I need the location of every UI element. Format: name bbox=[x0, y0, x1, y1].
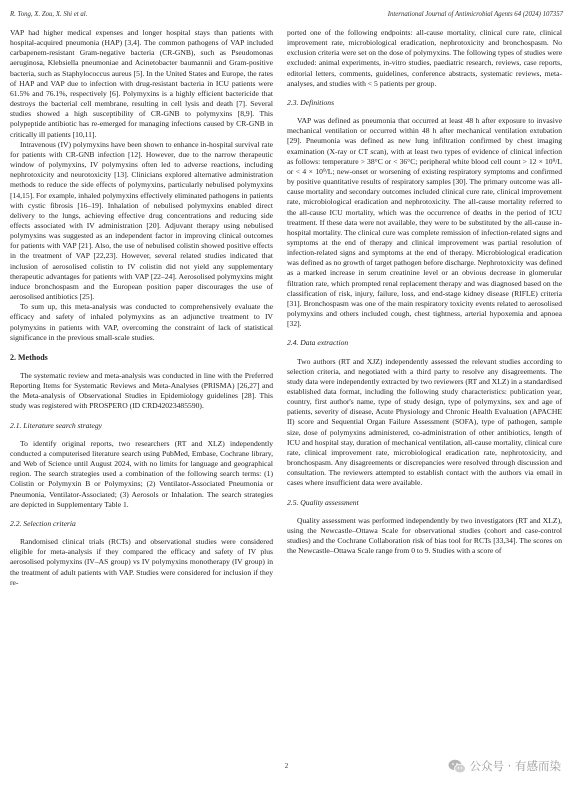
selection-criteria-heading: 2.2. Selection criteria bbox=[10, 518, 76, 528]
header-journal: International Journal of Antimicrobial Agents 64 (2024) 107357 bbox=[387, 11, 563, 18]
definitions-heading: 2.3. Definitions bbox=[287, 97, 335, 107]
left-column bbox=[10, 28, 273, 588]
selection-criteria-continued: ported one of the following endpoints: all-cause mortality, clinical cure rate, clinical improvement rate, microbiological eradication, nephrotoxicity and bronchospasm. No exclusion criteria were set on the dose of polymyxins. The following types of studies were excluded: animal experiments, in-vitro studies, paediatric research, reviews, case reports, editorial letters, comments, guidelines, conference abstracts, systematic reviews, meta-analyses, and studies with < 5 patients per group. bbox=[287, 28, 562, 88]
search-strategy-paragraph: To identify original reports, two researchers (RT and XLZ) independently conducted a computerised literature search using PubMed, Embase, Cochrane library, and Web of Science until August 2024, with no limits for language and geographical region. The search strategies used a combination of the following search terms: (1) Colistin or Polymyxin B or Polymyxins; (2) Ventilator-Associated Pneumonia or Pneumonia, Ventilator-Associated; (3) Aerosols or Inhalation. The search strategies are depicted in Supplementary Table 1. bbox=[10, 438, 273, 509]
search-strategy-heading: 2.1. Literature search strategy bbox=[10, 420, 103, 430]
methods-paragraph: The systematic review and meta-analysis was conducted in line with the Preferred Reporting Items for Systematic Reviews and Meta-Analyses (PRISMA) [26,27] and the Meta-analysis of Observational Studies in Epidemiology guidelines [28]. This study was registered with PROSPERO (ID CRD42023485590). bbox=[10, 371, 273, 411]
header-authors: R. Tong, X. Zou, X. Shi et al. bbox=[10, 11, 88, 18]
selection-criteria-paragraph: Randomised clinical trials (RCTs) and observational studies were considered eligible for meta-analysis if they compared the efficacy and safety of IV plus aerosolised polymyxins (IV–AS group) vs IV polymyxins monotherapy (IV group) in the treatment of adult patients with VAP. Studies were considered for inclusion if they re- bbox=[10, 537, 273, 587]
running-header bbox=[10, 11, 563, 18]
intro-paragraph-1: VAP had higher medical expenses and longer hospital stays than patients with hospital-acquired pneumonia (HAP) [3,4]. The common pathogens of VAP included carbapenem-resistant Gram-negative bacteria (CR-GNB), such as Pseudomonas aeruginosa, Klebsiella pneumoniae and Acinetobacter baumannii and Gram-positive bacteria, such as Staphylococcus aureus [5]. In the United States and Europe, the rates of HAP and VAP due to infection with drug-resistant bacteria in ICU patients were 61.5% and 76.1%, respectively [6]. Polymyxins is a highly efficient bactericide that destroys the bacterial cell membrane, resulting in cell lysis and death [7]. Several studies showed a high susceptibility of CR-GNB to polymyxins [8,9]. This polypeptide antibiotic has re-emerged for managing infections caused by CR-GNB in critically ill patients [10,11]. bbox=[10, 28, 273, 139]
data-extraction-heading: 2.4. Data extraction bbox=[287, 338, 349, 348]
watermark bbox=[448, 758, 561, 774]
intro-paragraph-3: To sum up, this meta-analysis was conducted to comprehensively evaluate the efficacy and safety of inhaled polymyxins as an adjunctive treatment to IV polymyxins in patients with VAP, overcoming the constraint of lack of statistical significance in the previous small-scale studies. bbox=[10, 302, 273, 342]
definitions-paragraph: VAP was defined as pneumonia that occurred at least 48 h after exposure to invasive mechanical ventilation or occurred within 48 h after mechanical ventilation extubation [29]. Pneumonia was defined as new lung infiltration confirmed by chest imaging examination (X-ray or CT scan), with at least two types of evidence of clinical infection as follows: temperature > 38°C or < 36°C; peripheral white blood cell count > 12 × 10⁹/L or < 4 × 10⁹/L; new-onset or worsening of existing respiratory symptoms and confirmed by positive quantitative results of respiratory samples [30]. The primary outcome was all-cause mortality and secondary outcomes included clinical cure rate, clinical improvement rate, microbiological eradication and nephrotoxicity. The all-cause mortality referred to the all-cause ICU mortality, which was the occurrence of deaths in the period of ICU treatment. If these data were not available, they were to be substituted by the all-cause in-hospital mortality. The clinical cure was complete remission of infection-related signs and symptoms at the end of therapy and clinical improvement was partial resolution of infection-related signs and symptoms at the end of therapy. Microbiological eradication was defined as no growth of target pathogen before discharge. Nephrotoxicity was defined as a marked increase in serum creatinine level or an obvious decrease in glomerular filtration rate, which prompted renal replacement therapy and was diagnosed based on the classification of risk, injury, failure, loss, and end-stage kidney disease (RIFLE) criteria [31]. Bronchospasm was one of the main respiratory toxicity events related to aerosolised polymyxins and others included cough, chest tightness, arterial hypoxemia and apnoea [32]. bbox=[287, 116, 562, 329]
watermark-text: 公众号 · 有感而染 bbox=[469, 759, 561, 773]
intro-paragraph-2: Intravenous (IV) polymyxins have been shown to enhance in-hospital survival rate for patients with CR-GNB infection [12]. However, due to the narrow therapeutic window of polymyxins, IV polymyxins often led to adverse reactions, including nephrotoxicity and neurotoxicity [13]. Clinicians explored alternative administration methods to reduce the side effects of polymyxins, particularly nebulised polymyxins [14,15]. For example, inhaled polymyxins effectively eliminated pathogens in patients with cystic fibrosis [16–19]. Inhalation of nebulised polymyxins enabled direct delivery to the lungs, achieving effective drug concentrations and reducing side effects associated with IV administration [20]. Adjuvant therapy using nebulised polymyxins was suggested as an independent factor in improving clinical outcomes for patients with VAP [21]. Also, the use of nebulised colistin showed positive effects in the treatment of VAP [22,23]. However, several related studies indicated that inclusion of aerosolised colistin to IV colistin did not yield any supplementary therapeutic advantages for patients with VAP [22–24]. Aerosolised polymyxins might induce bronchospasm and the European position paper discourages the use of aerosolised antibiotics [25]. bbox=[10, 139, 273, 302]
right-column bbox=[287, 28, 562, 556]
page-number: 2 bbox=[284, 762, 289, 770]
wechat-icon bbox=[448, 759, 466, 774]
data-extraction-paragraph: Two authors (RT and XJZ) independently assessed the relevant studies according to selection criteria, and negotiated with a third party to resolve any disagreements. The study data were independently extracted by two reviewers (RT and XLZ) in a standardised established data format, including the following study characteristics: publication year, country, first author's name, type of study design, type of polymyxins, sex and age of patients, severity of disease, Acute Physiology and Chronic Health Evaluation (APACHE II) score and Sequential Organ Failure Assessment (SOFA), type of pathogen, sample size, dose of polymyxins administered, co-administration of other antibiotics, length of ICU and hospital stay, duration of mechanical ventilation, all-cause mortality, clinical cure rate, clinical improvement rate, microbiological eradication rate, nephrotoxicity, and bronchospasm. Any disagreements or discrepancies were resolved through discussion and consultation. The reviewers attempted to establish contact with the authors via email in cases where insufficient data were available. bbox=[287, 356, 563, 488]
quality-assessment-paragraph: Quality assessment was performed independently by two investigators (RT and XLZ), using the Newcastle–Ottawa Scale for observational studies (cohort and case-control studies) and the Cochrane Collaboration risk of bias tool for RCTs [33,34]. The scores on the Newcastle–Ottawa Scale range from 0 to 9. Studies with a score of bbox=[287, 515, 562, 556]
methods-heading: 2. Methods bbox=[10, 352, 48, 362]
quality-assessment-heading: 2.5. Quality assessment bbox=[287, 497, 359, 507]
